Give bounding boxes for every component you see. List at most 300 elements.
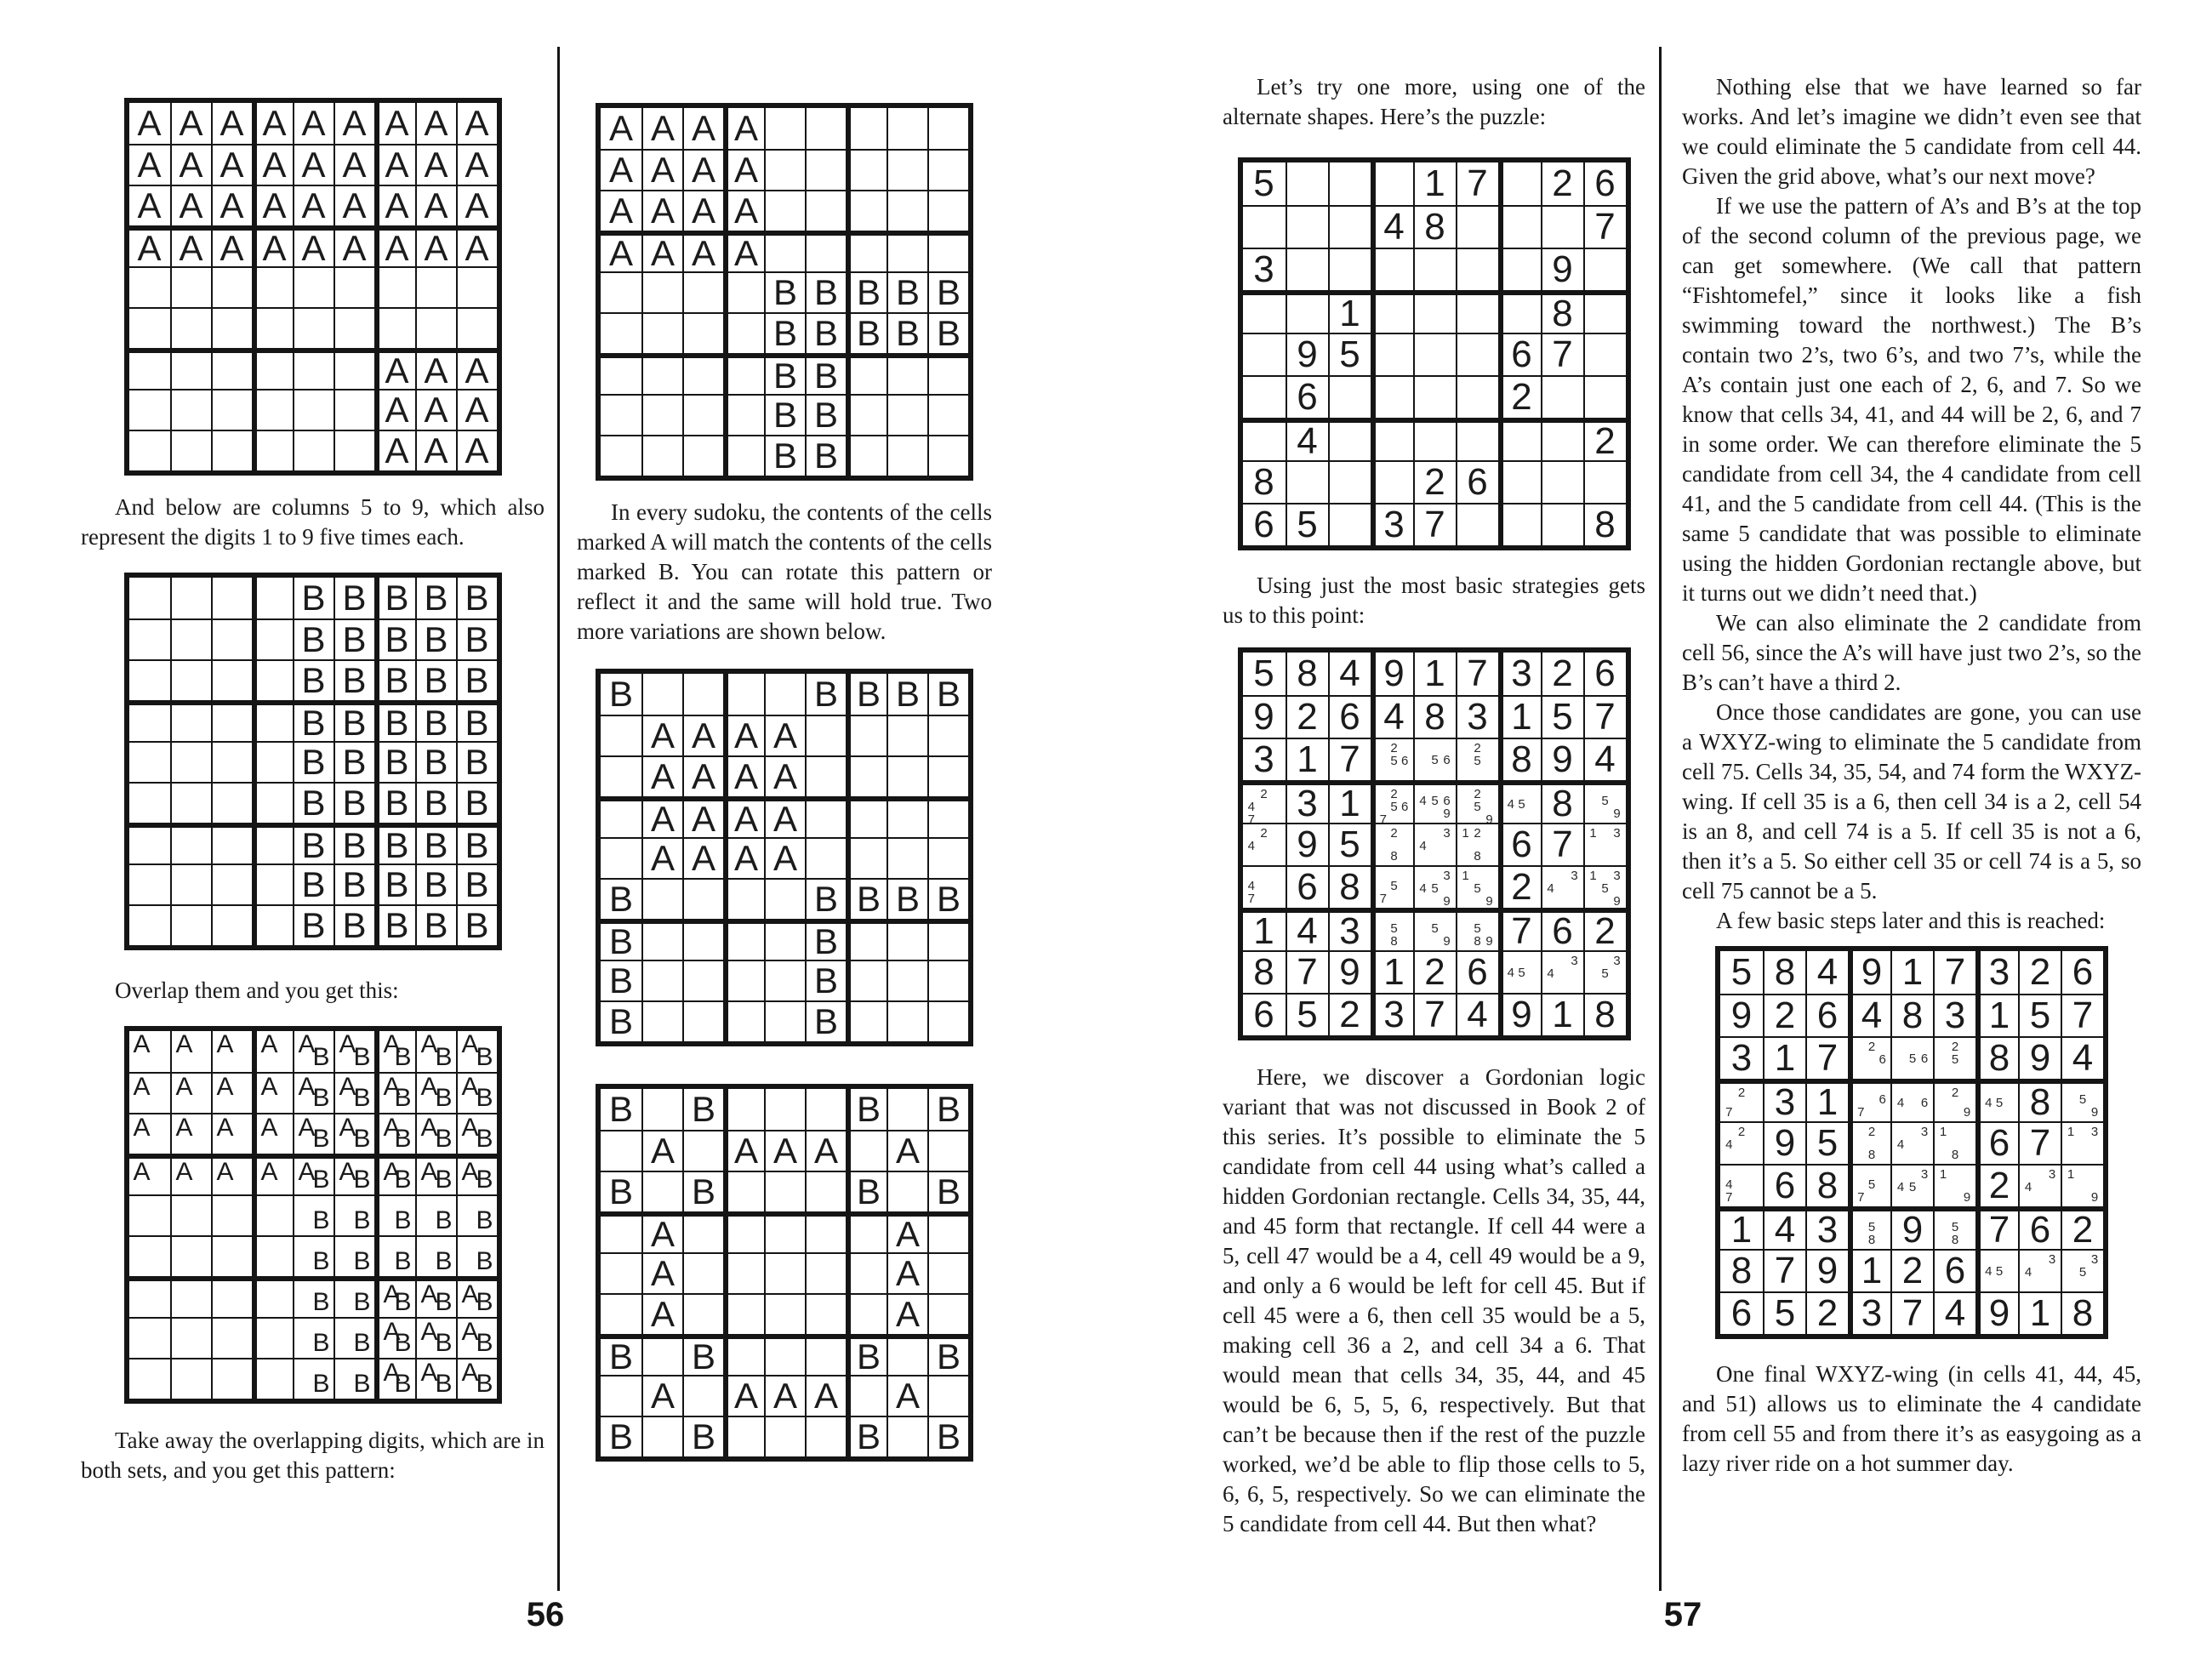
grid-cell — [846, 1252, 887, 1293]
grid-cell: 4 — [1583, 738, 1626, 780]
grid-cell — [805, 231, 846, 271]
grid-cell: 5 — [1253, 162, 1274, 204]
grid-cell: 4 5 — [1498, 780, 1541, 823]
grid-cell — [211, 1358, 252, 1399]
grid-cell — [334, 389, 374, 430]
grid-cell: 4 — [1456, 993, 1498, 1035]
grid-cell — [211, 348, 252, 389]
grid-cell: 3 — [1243, 248, 1286, 290]
grid-cell — [170, 618, 211, 659]
grid-cell: B — [608, 1089, 633, 1129]
grid-cell — [129, 904, 170, 945]
grid-cell: 1 9 — [2061, 1164, 2103, 1206]
grid-cell: 3 — [1328, 908, 1371, 950]
grid-cell: B — [764, 435, 805, 476]
grid-cell — [1413, 375, 1456, 418]
grid-cell — [129, 618, 170, 659]
grid-cell: 7 — [1890, 1291, 1933, 1334]
grid-cell: B — [334, 741, 374, 782]
grid-cell: B — [456, 659, 497, 700]
grid-cell: 7 — [2061, 994, 2103, 1036]
grid-cell — [641, 919, 682, 960]
grid-cell — [723, 353, 764, 394]
grid-cell — [927, 231, 968, 271]
grid-cell: 9 — [1541, 248, 1583, 290]
grid-cell: 4 — [1933, 1291, 1975, 1334]
grid-cell: B — [805, 353, 846, 394]
grid-cell: A B — [374, 1154, 415, 1194]
grid-cell — [764, 231, 805, 271]
grid-cell: 2 5 — [1933, 1036, 1975, 1079]
grid-cell: 8 — [1413, 205, 1456, 248]
grid-cell: 5 8 — [1933, 1206, 1975, 1249]
grid-cell: A B — [293, 1154, 334, 1194]
grid-cell — [846, 755, 887, 796]
grid-cell — [764, 1252, 805, 1293]
grid-cell — [334, 430, 374, 470]
grid-cell — [129, 659, 170, 700]
grid-cell — [846, 353, 887, 394]
grid-cell: 3 — [1975, 951, 2018, 994]
grid-cell — [129, 307, 170, 348]
grid-cell: 2 — [1413, 950, 1456, 993]
grid-cell: 6 — [1328, 695, 1371, 738]
grid-cell — [1456, 418, 1498, 460]
grid-cell: A — [682, 190, 723, 231]
grid-cell: A — [456, 185, 497, 225]
grid-cell: A — [415, 225, 456, 266]
grid-cell: 7 — [1413, 503, 1456, 545]
grid-cell: 2 — [1413, 460, 1456, 503]
grid-cell: B — [805, 1000, 846, 1041]
grid-cell: 7 — [2018, 1121, 2061, 1164]
grid-cell: A B — [334, 1072, 374, 1113]
grid-cell: 3 — [1498, 653, 1541, 695]
page-number-57: 57 — [1663, 1596, 1702, 1633]
grid-cell — [1541, 503, 1583, 545]
grid-cell — [641, 1000, 682, 1041]
grid-cell: B — [927, 1089, 968, 1130]
grid-cell — [1371, 290, 1413, 333]
grid-cell — [723, 1416, 764, 1456]
grid-cell — [211, 266, 252, 307]
grid-cell: A B — [415, 1031, 456, 1072]
grid-cell: 2 — [1805, 1291, 1848, 1334]
grid-cell: A B — [374, 1113, 415, 1154]
grid-cell: B — [415, 904, 456, 945]
grid-cell — [641, 878, 682, 919]
grid-cell: 3 4 5 — [1890, 1164, 1933, 1206]
grid-cell: 9 — [1286, 333, 1328, 375]
grid-cell — [1243, 290, 1286, 333]
grid-cell — [805, 715, 846, 755]
grid-cell: 5 9 — [1583, 780, 1626, 823]
grid-cell: A — [641, 1293, 682, 1334]
grid-cell: B — [805, 435, 846, 476]
grid-cell — [846, 919, 887, 960]
grid-cell: 3 — [1243, 738, 1286, 780]
grid-cell: B — [334, 1276, 374, 1317]
grid-cell — [601, 271, 641, 312]
grid-cell — [887, 960, 927, 1000]
grid-cell — [927, 394, 968, 435]
grid-cell — [723, 919, 764, 960]
grid-cell: A — [456, 144, 497, 185]
grid-cell: B — [846, 271, 887, 312]
pattern-grid-rows-a — [124, 98, 502, 476]
grid-cell — [764, 919, 805, 960]
grid-cell: 6 — [1456, 950, 1498, 993]
grid-cell — [927, 715, 968, 755]
grid-cell: 2 6 — [1848, 1036, 1890, 1079]
grid-cell — [1498, 248, 1541, 290]
grid-cell — [170, 659, 211, 700]
grid-cell: B — [927, 878, 968, 919]
grid-cell: 5 — [1763, 1291, 1805, 1334]
grid-cell — [211, 700, 252, 741]
grid-cell — [764, 1211, 805, 1252]
grid-cell: 3 4 — [2018, 1164, 2061, 1206]
grid-cell: 3 4 — [1890, 1121, 1933, 1164]
grid-cell: A B — [415, 1154, 456, 1194]
grid-cell — [1583, 248, 1626, 290]
grid-cell: 9 — [1498, 993, 1541, 1035]
grid-cell — [887, 755, 927, 796]
grid-cell — [846, 715, 887, 755]
grid-cell — [129, 1194, 170, 1235]
grid-cell — [1286, 460, 1328, 503]
grid-cell — [723, 1089, 764, 1130]
grid-cell: 7 — [1975, 1206, 2018, 1249]
grid-cell: 8 — [1498, 738, 1541, 780]
grid-cell: 6 — [1498, 333, 1541, 375]
grid-cell: A — [129, 185, 170, 225]
grid-cell: 6 — [1720, 1291, 1763, 1334]
grid-cell: 7 — [1541, 823, 1583, 865]
grid-cell — [764, 108, 805, 149]
grid-cell: B — [374, 1194, 415, 1235]
grid-cell: A — [641, 1375, 682, 1416]
grid-cell: 4 7 — [1720, 1164, 1763, 1206]
pattern-grid-a-b-fishtomefel — [596, 103, 973, 481]
grid-cell — [293, 389, 334, 430]
grid-cell — [1498, 205, 1541, 248]
grid-cell — [1456, 333, 1498, 375]
grid-cell: B — [293, 659, 334, 700]
grid-cell: 2 4 — [1720, 1121, 1763, 1164]
grid-cell: A — [293, 225, 334, 266]
grid-cell: B — [334, 782, 374, 823]
grid-cell — [723, 1334, 764, 1375]
grid-cell — [805, 755, 846, 796]
grid-cell — [601, 394, 641, 435]
grid-cell: A — [133, 1030, 151, 1058]
grid-cell: 3 — [1286, 780, 1328, 823]
pattern-grid-columns-b — [124, 573, 502, 950]
grid-cell: A — [682, 796, 723, 837]
grid-cell — [601, 715, 641, 755]
grid-cell — [927, 1211, 968, 1252]
grid-cell: B — [927, 674, 968, 715]
grid-cell: A — [170, 185, 211, 225]
grid-cell: 1 — [1890, 951, 1933, 994]
grid-cell — [723, 394, 764, 435]
grid-cell: A — [211, 1154, 252, 1194]
grid-cell — [846, 796, 887, 837]
grid-cell: B — [927, 1416, 968, 1456]
grid-cell: B — [334, 1235, 374, 1276]
grid-cell: 4 — [1763, 1206, 1805, 1249]
grid-cell: B — [887, 878, 927, 919]
grid-cell: 2 7 — [1720, 1079, 1763, 1121]
grid-cell — [211, 659, 252, 700]
grid-cell: B — [415, 782, 456, 823]
grid-cell: B — [805, 960, 846, 1000]
grid-cell: A — [334, 225, 374, 266]
grid-cell: A — [456, 103, 497, 144]
grid-cell — [252, 741, 293, 782]
grid-cell: A — [456, 430, 497, 470]
grid-cell — [927, 755, 968, 796]
grid-cell — [641, 1416, 682, 1456]
grid-cell: A — [170, 144, 211, 185]
grid-cell — [723, 271, 764, 312]
page56-right-column — [577, 72, 992, 1462]
grid-cell: A — [252, 1154, 293, 1194]
grid-cell: B — [293, 904, 334, 945]
grid-cell: B — [293, 1276, 334, 1317]
page-number-56: 56 — [526, 1596, 565, 1633]
grid-cell: A — [608, 108, 633, 148]
grid-cell: 1 3 — [1583, 823, 1626, 865]
grid-cell — [846, 108, 887, 149]
grid-cell — [170, 1358, 211, 1399]
grid-cell — [927, 1130, 968, 1171]
page57-left-column — [1223, 72, 1645, 1539]
grid-cell — [641, 1171, 682, 1211]
grid-cell: 6 — [2018, 1206, 2061, 1249]
grid-cell: A — [682, 715, 723, 755]
grid-cell: B — [805, 878, 846, 919]
grid-cell: A — [170, 1113, 211, 1154]
grid-cell: B — [682, 1416, 723, 1456]
grid-cell: B — [293, 618, 334, 659]
grid-cell: 2 9 — [1933, 1079, 1975, 1121]
grid-cell: A — [723, 108, 764, 149]
grid-cell — [601, 1130, 641, 1171]
grid-cell: 5 7 — [1371, 865, 1413, 908]
grid-cell: B — [608, 674, 633, 714]
grid-cell — [887, 190, 927, 231]
grid-cell: A — [641, 755, 682, 796]
grid-cell: 9 — [1243, 695, 1286, 738]
grid-cell — [723, 312, 764, 353]
grid-cell — [601, 1211, 641, 1252]
grid-cell: A — [641, 108, 682, 149]
grid-cell: B — [415, 1235, 456, 1276]
grid-cell — [682, 960, 723, 1000]
grid-cell: 1 — [1286, 738, 1328, 780]
grid-cell: 3 — [1456, 695, 1498, 738]
grid-cell: 4 — [1371, 695, 1413, 738]
grid-cell: A — [374, 144, 415, 185]
grid-cell: B — [927, 1171, 968, 1211]
grid-cell: B — [293, 1358, 334, 1399]
grid-cell — [682, 1293, 723, 1334]
grid-cell: B — [334, 904, 374, 945]
grid-cell — [211, 1235, 252, 1276]
grid-cell: 6 — [1933, 1249, 1975, 1291]
grid-cell — [682, 919, 723, 960]
grid-cell: 1 — [1371, 950, 1413, 993]
grid-cell: B — [334, 1358, 374, 1399]
grid-cell — [1413, 333, 1456, 375]
grid-cell — [211, 578, 252, 618]
grid-cell — [252, 904, 293, 945]
grid-cell: 6 — [1498, 823, 1541, 865]
grid-cell: B — [415, 618, 456, 659]
grid-cell — [129, 1317, 170, 1358]
grid-cell — [682, 878, 723, 919]
grid-cell — [1541, 460, 1583, 503]
grid-cell: 9 — [1328, 950, 1371, 993]
grid-cell: A B — [334, 1154, 374, 1194]
grid-cell: 2 — [1890, 1249, 1933, 1291]
grid-cell: B — [334, 823, 374, 863]
grid-cell: A — [641, 1252, 682, 1293]
grid-cell — [805, 1252, 846, 1293]
grid-cell: A — [170, 1154, 211, 1194]
grid-cell: 6 — [1243, 993, 1286, 1035]
grid-cell: A — [293, 144, 334, 185]
grid-cell — [1286, 162, 1328, 205]
grid-cell: 9 — [2018, 1036, 2061, 1079]
grid-cell: A — [334, 103, 374, 144]
grid-cell: 3 4 — [1413, 823, 1456, 865]
grid-cell: A — [641, 837, 682, 878]
grid-cell: 2 8 — [1371, 823, 1413, 865]
grid-cell: A — [252, 144, 293, 185]
grid-cell — [1328, 503, 1371, 545]
grid-cell — [927, 1000, 968, 1041]
grid-cell — [252, 307, 293, 348]
grid-cell — [805, 149, 846, 190]
grid-cell — [805, 796, 846, 837]
grid-cell — [1498, 290, 1541, 333]
grid-cell: B — [293, 741, 334, 782]
grid-cell — [170, 430, 211, 470]
paragraph-gordonian: Here, we discover a Gordonian logic variant that was not discussed in Book 2 of this series. It’s possible to eliminate the 5 candidate from cell 44 using what’s called a hidden Gordonian rectangle. Cells 34, 35, 44, and 45 form that rectangle. If cell 44 were a 5, cell 47 would be a 4, cell 49 would be a 9, and only a 6 would be left for cell 45. But if cell 45 were a 6, then cell 35 would be a 5, making cell 36 a 2, and cell 34 a 6. That would mean that cells 34, 35, 44, and 45 would be 6, 5, 5, 6, respectively. But that can’t be because then if the rest of the puzzle worked, we’d be able to flip those cells to 5, 6, 6, 5, respectively. So we can eliminate the 5 candidate from cell 44. But then what? — [1223, 1064, 1645, 1536]
grid-cell: 1 8 — [1933, 1121, 1975, 1164]
grid-cell: B — [805, 674, 846, 715]
grid-cell — [170, 307, 211, 348]
grid-cell: 9 — [1541, 738, 1583, 780]
grid-cell — [927, 108, 968, 149]
grid-cell: 6 — [1805, 994, 1848, 1036]
grid-cell: 6 — [1286, 865, 1328, 908]
grid-cell — [170, 1276, 211, 1317]
grid-cell: 2 — [1583, 418, 1626, 460]
grid-cell: 4 7 — [1243, 865, 1286, 908]
grid-cell: A — [252, 1113, 293, 1154]
page57-right-column — [1682, 72, 2141, 1479]
grid-cell — [641, 312, 682, 353]
grid-cell: 8 — [1328, 865, 1371, 908]
grid-cell — [723, 435, 764, 476]
page56-left-column — [81, 72, 544, 1485]
grid-cell: A — [170, 1031, 211, 1072]
grid-cell: 2 — [1541, 653, 1583, 695]
grid-cell: 6 — [1286, 375, 1328, 418]
grid-cell — [887, 1334, 927, 1375]
grid-cell — [805, 1089, 846, 1130]
grid-cell — [887, 715, 927, 755]
grid-cell — [927, 149, 968, 190]
grid-cell — [682, 1252, 723, 1293]
grid-cell: 7 — [1583, 695, 1626, 738]
grid-cell — [374, 307, 415, 348]
grid-cell — [1456, 503, 1498, 545]
grid-cell: 6 — [1456, 460, 1498, 503]
grid-cell: 5 — [1805, 1121, 1848, 1164]
grid-cell — [129, 266, 170, 307]
grid-cell: B — [374, 863, 415, 904]
grid-cell: A — [764, 755, 805, 796]
grid-cell — [764, 1334, 805, 1375]
grid-cell: 8 — [1720, 1249, 1763, 1291]
grid-cell — [1243, 418, 1286, 460]
grid-cell: 8 — [1541, 780, 1583, 823]
grid-cell — [805, 837, 846, 878]
grid-cell: 2 — [1975, 1164, 2018, 1206]
grid-cell — [1456, 290, 1498, 333]
grid-cell: 5 — [1286, 993, 1328, 1035]
grid-cell: 8 — [1763, 951, 1805, 994]
grid-cell — [601, 1252, 641, 1293]
grid-cell: A — [129, 1154, 170, 1194]
grid-cell — [887, 837, 927, 878]
grid-cell: B — [456, 863, 497, 904]
grid-cell — [805, 190, 846, 231]
grid-cell — [129, 430, 170, 470]
grid-cell: 4 — [1286, 418, 1328, 460]
grid-cell: B — [601, 1000, 641, 1041]
grid-cell — [211, 430, 252, 470]
grid-cell: 2 5 — [1456, 738, 1498, 780]
grid-cell: B — [334, 1194, 374, 1235]
grid-cell — [601, 755, 641, 796]
grid-cell: 1 — [1328, 780, 1371, 823]
grid-cell: A — [723, 190, 764, 231]
grid-cell: 3 — [1848, 1291, 1890, 1334]
grid-cell: B — [456, 618, 497, 659]
grid-cell: 4 5 — [1975, 1079, 2018, 1121]
grid-cell — [1328, 460, 1371, 503]
grid-cell — [805, 1171, 846, 1211]
grid-cell — [1371, 375, 1413, 418]
grid-cell: 2 — [1763, 994, 1805, 1036]
grid-cell — [211, 1276, 252, 1317]
grid-cell — [252, 266, 293, 307]
grid-cell: 7 — [1541, 333, 1583, 375]
grid-cell: A — [887, 1211, 927, 1252]
grid-cell — [129, 823, 170, 863]
grid-cell: 8 — [1286, 653, 1328, 695]
grid-cell: B — [415, 659, 456, 700]
grid-cell — [1371, 248, 1413, 290]
grid-cell: A — [456, 225, 497, 266]
grid-cell — [1328, 248, 1371, 290]
